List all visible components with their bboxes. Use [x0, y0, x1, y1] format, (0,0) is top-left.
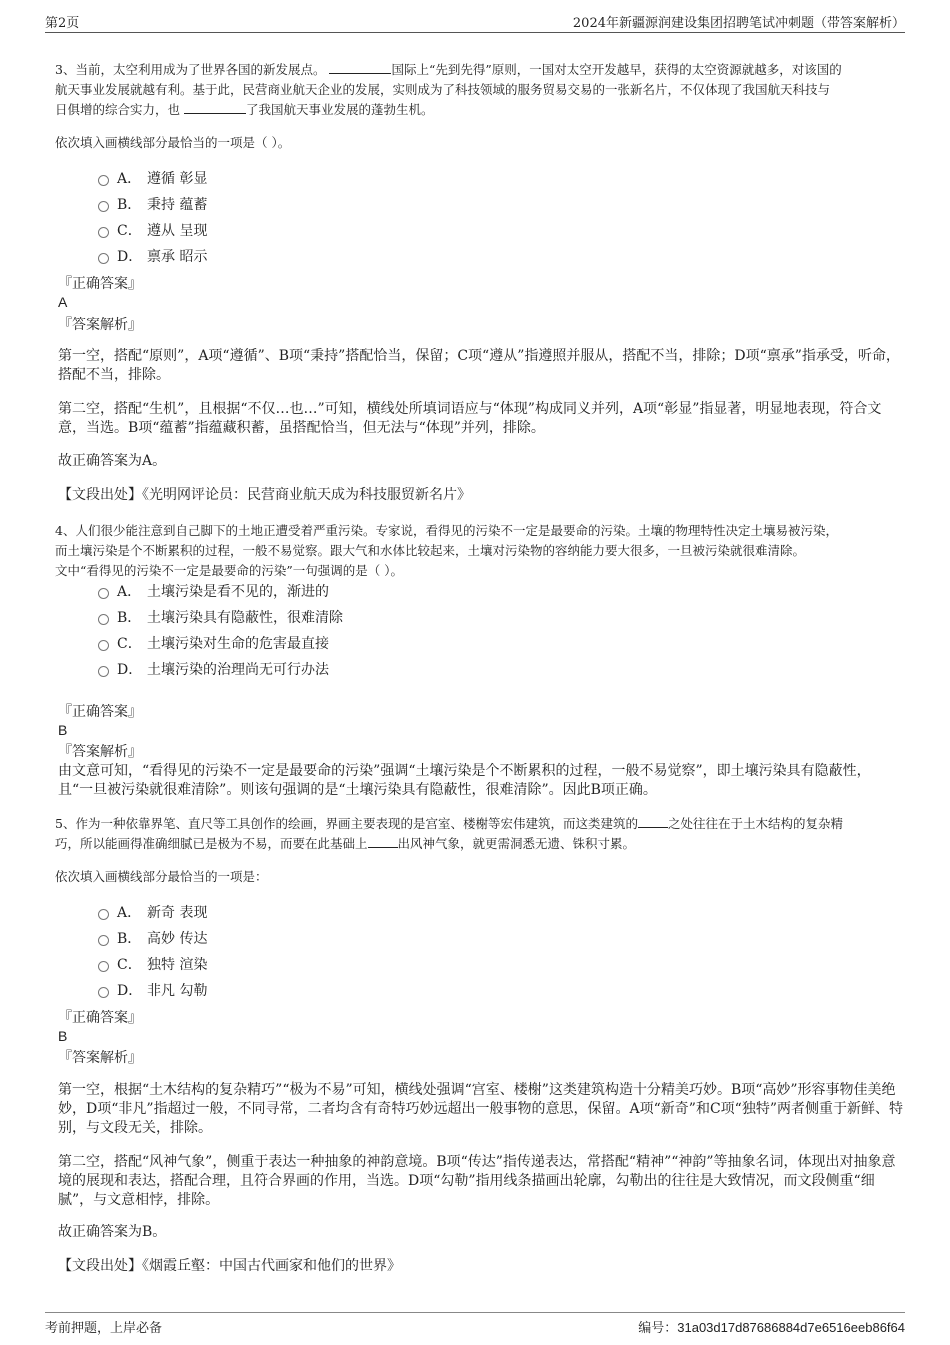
radio-icon[interactable] [98, 227, 109, 238]
radio-icon[interactable] [98, 909, 109, 920]
q3-stem-line1: 3、当前，太空利用成为了世界各国的新发展点。 国际上“先到先得”原则，一国对太空开发越早，获得的太空资源就越多，对该国的 [55, 62, 842, 77]
q3-option-b[interactable]: B． 秉持 蕴蓄 [98, 195, 207, 215]
radio-icon[interactable] [98, 935, 109, 946]
q5-stem-line2: 巧，所以能画得准确细腻已是极为不易，而要在此基础上 出风神气象，就更需洞悉无遗、铢积寸累。 [55, 836, 636, 851]
radio-icon[interactable] [98, 961, 109, 972]
q5-answer: B [58, 1028, 68, 1044]
radio-icon[interactable] [98, 640, 109, 651]
q5-prompt: 依次填入画横线部分最恰当的一项是： [55, 869, 268, 884]
q3-option-d[interactable]: D． 禀承 昭示 [98, 247, 207, 267]
q3-stem-line3: 日俱增的综合实力，也 了我国航天事业发展的蓬勃生机。 [55, 102, 434, 117]
q5-correct-answer-label: 『正确答案』 [58, 1010, 142, 1026]
q4-option-a[interactable]: A． 土壤污染是看不见的，渐进的 [98, 582, 329, 602]
q4-stem-line3: 文中“看得见的污染不一定是最要命的污染”一句强调的是（ ）。 [55, 563, 404, 578]
q4-option-b[interactable]: B． 土壤污染具有隐蔽性，很难清除 [98, 608, 343, 628]
q4-correct-answer-label: 『正确答案』 [58, 704, 142, 720]
q5-analysis-label: 『答案解析』 [58, 1050, 142, 1066]
q5-stem-line1: 5、作为一种依靠界笔、直尺等工具创作的绘画，界画主要表现的是宫室、楼榭等宏伟建筑，而这类建筑的 之处往往在于土木结构的复杂精 [55, 816, 843, 831]
q5-analysis-1: 第一空，根据“土木结构的复杂精巧”“极为不易”可知，横线处强调“宫室、楼榭”这类建筑构造十分精美巧妙。B项“高妙”形容事物佳美绝妙，D项“非凡”指超过一般，不同寻常，二者均含有奇特巧妙远超出一般事物的意思，保留。A项“新奇”和C项“独特”两者侧重于新鲜、特别，与文段无关，排除。 [58, 1082, 903, 1136]
q3-correct-answer-label: 『正确答案』 [58, 276, 142, 292]
page-footer [45, 1312, 905, 1336]
q5-conclusion: 故正确答案为B。 [58, 1224, 167, 1240]
q3-analysis-2: 第二空，搭配“生机”，且根据“不仅…也…”可知，横线处所填词语应与“体现”构成同义并列，A项“彰显”指显著，明显地表现，符合文意，当选。B项“蕴蓄”指蕴藏积蓄，虽搭配恰当，但无法与“体现”并列，排除。 [58, 401, 882, 436]
q3-prompt: 依次填入画横线部分最恰当的一项是（ ）。 [55, 135, 291, 150]
q5-blank-2 [368, 835, 398, 848]
q4-answer: B [58, 722, 68, 738]
q5-option-a[interactable]: A． 新奇 表现 [98, 903, 207, 923]
document-title: 2024年新疆源润建设集团招聘笔试冲刺题（带答案解析） [572, 16, 905, 31]
q4-stem-line2: 而土壤污染是个不断累积的过程，一般不易觉察。跟大气和水体比较起来，土壤对污染物的容纳能力要大很多，一旦被污染就很难清除。 [55, 543, 806, 558]
q3-option-a[interactable]: A． 遵循 彰显 [98, 169, 207, 189]
q4-option-d[interactable]: D． 土壤污染的治理尚无可行办法 [98, 660, 329, 680]
q4-stem-line1: 4、人们很少能注意到自己脚下的土地正遭受着严重污染。专家说，看得见的污染不一定是最要命的污染。土壤的物理特性决定土壤易被污染， [55, 523, 838, 538]
q3-answer: A [58, 294, 68, 310]
q5-option-d[interactable]: D． 非凡 勾勒 [98, 981, 207, 1001]
q3-option-c[interactable]: C． 遵从 呈现 [98, 221, 207, 241]
q3-stem-line2: 航天事业发展就越有利。基于此，民营商业航天企业的发展，实则成为了科技领域的服务贸易交易的一张新名片，不仅体现了我国航天科技与 [55, 82, 831, 97]
q5-option-c[interactable]: C． 独特 渲染 [98, 955, 207, 975]
radio-icon[interactable] [98, 614, 109, 625]
q4-analysis-label: 『答案解析』 [58, 744, 142, 760]
q3-blank-1 [329, 61, 391, 74]
radio-icon[interactable] [98, 175, 109, 186]
footer-slogan: 考前押题，上岸必备 [45, 1321, 163, 1336]
page-number: 第2页 [45, 16, 80, 31]
q3-analysis-label: 『答案解析』 [58, 317, 142, 333]
q5-blank-1 [638, 815, 668, 828]
q3-analysis-1: 第一空，搭配“原则”，A项“遵循”、B项“秉持”搭配恰当，保留；C项“遵从”指遵照并服从，搭配不当，排除；D项“禀承”指承受，听命，搭配不当，排除。 [58, 348, 900, 383]
q5-analysis-2: 第二空，搭配“风神气象”，侧重于表达一种抽象的神韵意境。B项“传达”指传递表达，常搭配“精神”“神韵”等抽象名词，体现出对抽象意境的展现和表达，搭配合理，且符合界画的作用，当选。D项“勾勒”指用线条描画出轮廓，勾勒出的往往是大致情况，而文段侧重“细腻”，与文意相悖，排除。 [58, 1154, 896, 1208]
q3-source: 【文段出处】《光明网评论员：民营商业航天成为科技服贸新名片》 [58, 487, 471, 503]
document-code: 编号：31a03d17d87686884d7e6516eeb86f64 [638, 1320, 905, 1335]
q3-blank-2 [184, 101, 246, 114]
radio-icon[interactable] [98, 666, 109, 677]
radio-icon[interactable] [98, 253, 109, 264]
radio-icon[interactable] [98, 987, 109, 998]
q5-source: 【文段出处】《烟霞丘壑：中国古代画家和他们的世界》 [58, 1258, 401, 1274]
q4-analysis: 由文意可知，“看得见的污染不一定是最要命的污染”强调“土壤污染是个不断累积的过程，一般不易觉察”，即土壤污染具有隐蔽性，且“一旦被污染就很难清除”。则该句强调的是“土壤污染具有隐蔽性，很难清除”。因此B项正确。 [58, 763, 871, 798]
page-header [45, 12, 905, 33]
q5-option-b[interactable]: B． 高妙 传达 [98, 929, 207, 949]
radio-icon[interactable] [98, 588, 109, 599]
q3-conclusion: 故正确答案为A。 [58, 453, 167, 469]
q4-option-c[interactable]: C． 土壤污染对生命的危害最直接 [98, 634, 329, 654]
radio-icon[interactable] [98, 201, 109, 212]
